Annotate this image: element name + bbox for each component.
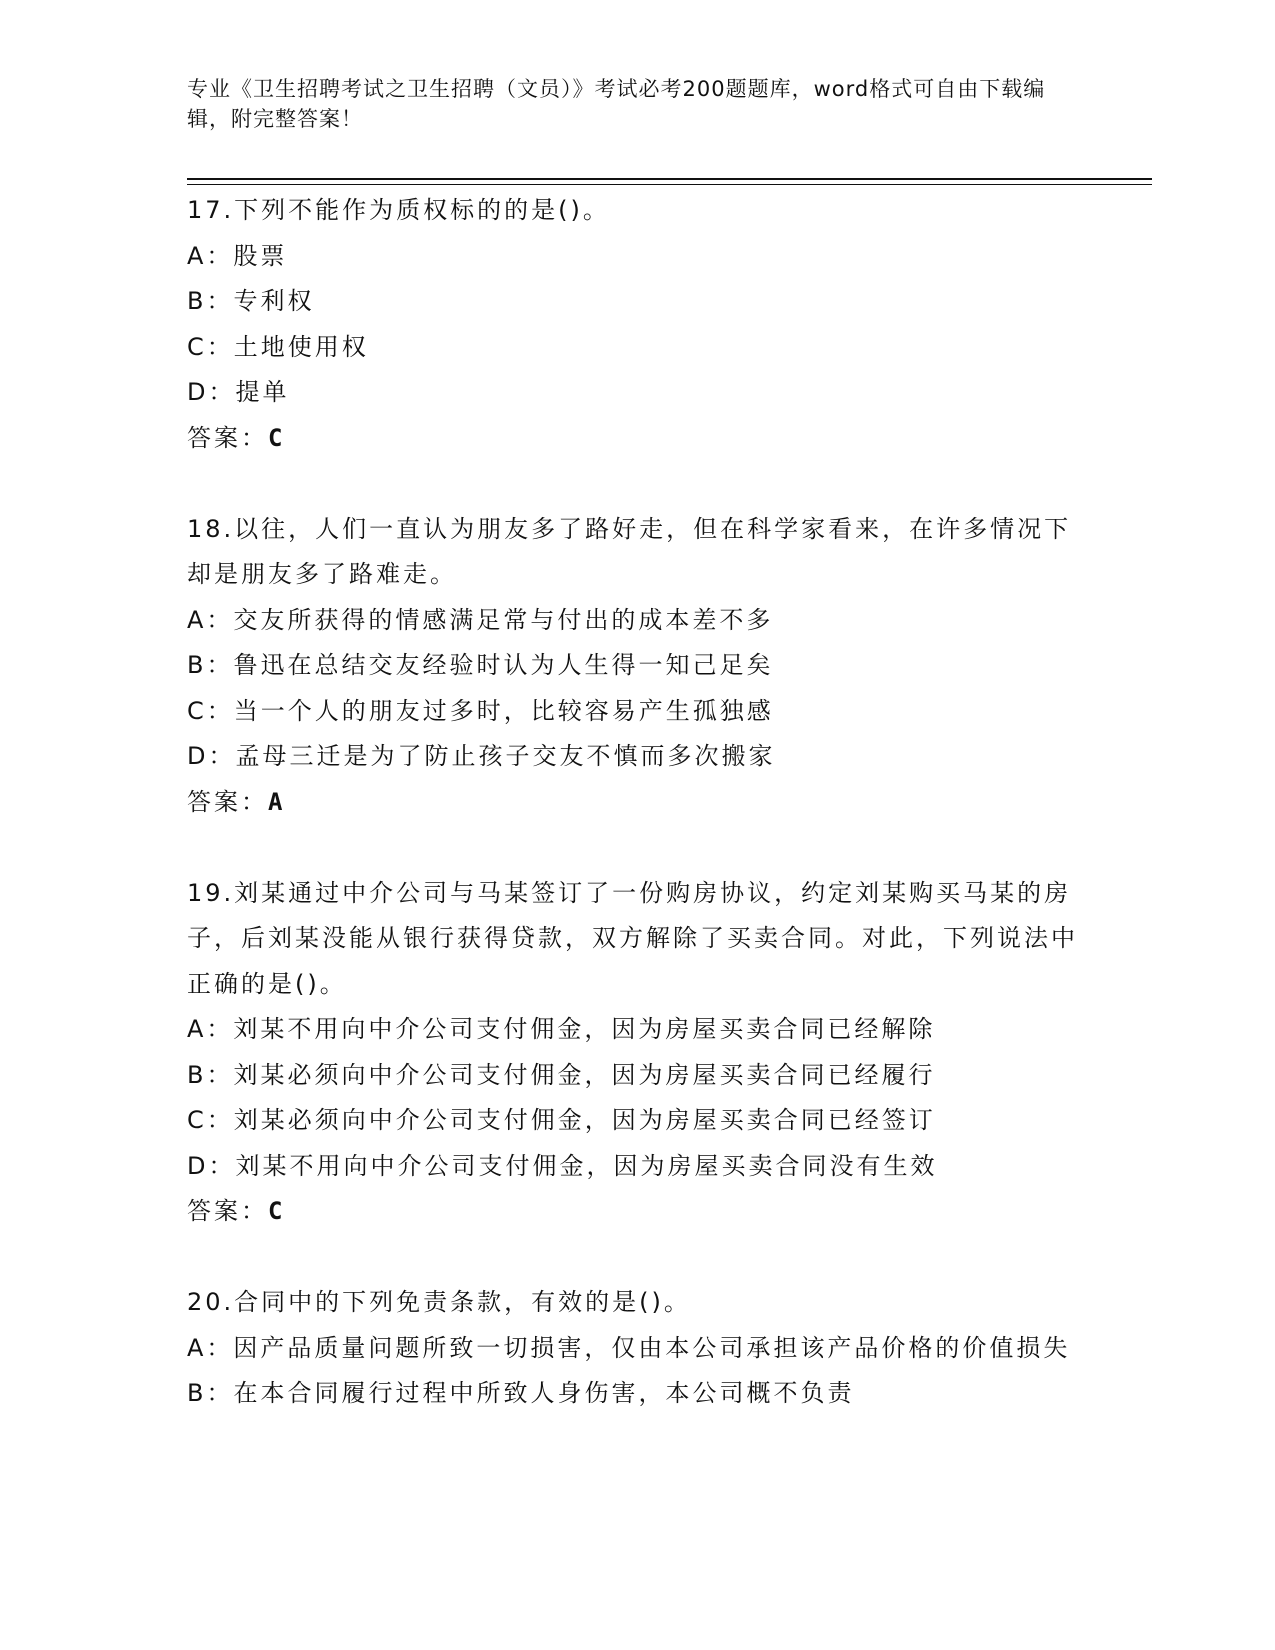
option-b: B：鲁迅在总结交友经验时认为人生得一知己足矣 — [187, 651, 774, 679]
answer — [187, 780, 1087, 826]
option-a: A：交友所获得的情感满足常与付出的成本差不多 — [187, 605, 774, 634]
option-b: B：在本合同履行过程中所致人身伤害，本公司概不负责 — [187, 1379, 855, 1407]
answer-value: A — [268, 787, 283, 816]
header-divider-thick — [187, 178, 1152, 180]
option-c: C：刘某必须向中介公司支付佣金，因为房屋买卖合同已经签订 — [187, 1106, 936, 1134]
answer — [187, 416, 1087, 462]
answer-value: C — [268, 423, 283, 452]
question-17 — [187, 188, 1087, 461]
option-d: D：刘某不用向中介公司支付佣金，因为房屋买卖合同没有生效 — [187, 1151, 938, 1180]
option-a: A：刘某不用向中介公司支付佣金，因为房屋买卖合同已经解除 — [187, 1015, 936, 1043]
question-list — [187, 188, 1087, 1417]
question-text: 19.刘某通过中介公司与马某签订了一份购房协议，约定刘某购买马某的房子，后刘某没能从银行获得贷款，双方解除了买卖合同。对此，下列说法中正确的是()。 — [187, 878, 1078, 998]
question-text: 18.以往，人们一直认为朋友多了路好走，但在科学家看来，在许多情况下却是朋友多了路难走。 — [187, 514, 1072, 588]
option-b: B：专利权 — [187, 287, 315, 315]
option-c: C：当一个人的朋友过多时，比较容易产生孤独感 — [187, 696, 774, 725]
question-18 — [187, 507, 1087, 826]
option-d: D：孟母三迁是为了防止孩子交友不慎而多次搬家 — [187, 742, 776, 770]
option-a: A：因产品质量问题所致一切损害，仅由本公司承担该产品价格的价值损失 — [187, 1333, 1071, 1362]
question-text: 20.合同中的下列免责条款，有效的是()。 — [187, 1288, 691, 1316]
document-header: 专业《卫生招聘考试之卫生招聘（文员）》考试必考200题题库，word格式可自由下载编辑，附完整答案！ — [187, 77, 1046, 131]
question-19 — [187, 871, 1087, 1235]
answer-label: 答案： — [187, 423, 268, 452]
answer-value: C — [268, 1197, 283, 1225]
option-c: C：土地使用权 — [187, 332, 369, 361]
answer — [187, 1189, 1087, 1235]
header-divider-thin — [187, 184, 1152, 185]
answer-label: 答案： — [187, 1197, 268, 1225]
option-a: A：股票 — [187, 241, 288, 270]
answer-label: 答案： — [187, 787, 268, 816]
question-text: 17.下列不能作为质权标的的是()。 — [187, 196, 610, 224]
option-d: D：提单 — [187, 378, 290, 406]
option-b: B：刘某必须向中介公司支付佣金，因为房屋买卖合同已经履行 — [187, 1060, 936, 1089]
question-20 — [187, 1280, 1087, 1417]
